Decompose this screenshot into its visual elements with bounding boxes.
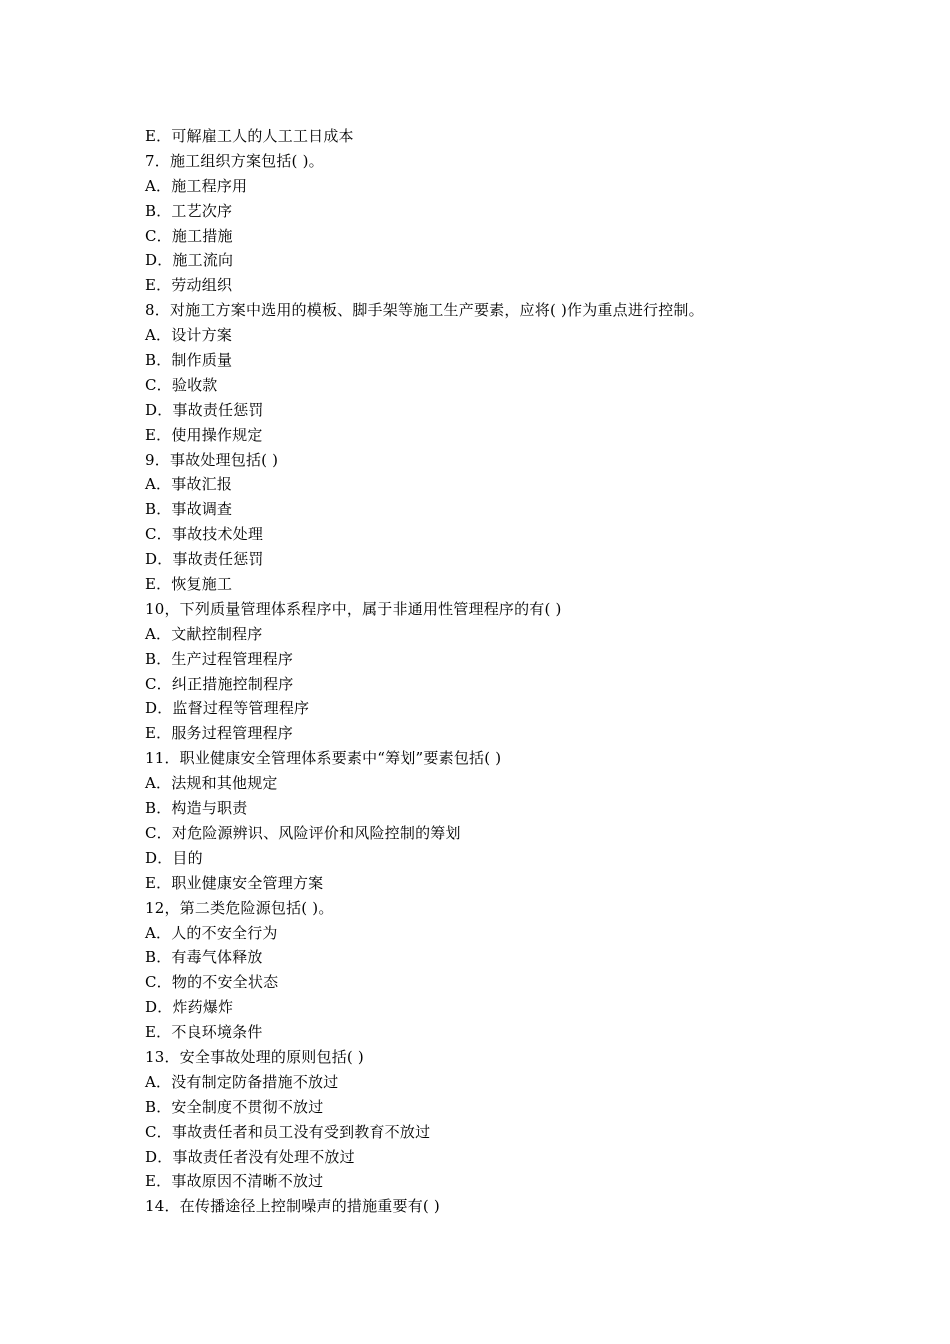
text-line: A．法规和其他规定: [145, 774, 278, 793]
text-line: A．人的不安全行为: [145, 923, 278, 942]
text-line: 14．在传播途径上控制噪声的措施重要有( ): [145, 1197, 440, 1216]
text-line: E．使用操作规定: [145, 425, 263, 444]
document-body: [145, 124, 845, 1219]
text-line: 9．事故处理包括( ): [145, 450, 279, 469]
text-line: B．有毒气体释放: [145, 948, 263, 967]
text-line: 7．施工组织方案包括( )。: [145, 151, 324, 170]
text-line: B．工艺次序: [145, 201, 233, 220]
text-line: E．可解雇工人的人工工日成本: [145, 127, 354, 145]
text-line: D．炸药爆炸: [145, 998, 234, 1017]
text-line: B．制作质量: [145, 351, 233, 370]
text-line: B．事故调查: [145, 500, 233, 519]
text-line: C．事故责任者和员工没有受到教育不放过: [145, 1122, 431, 1141]
text-line: D．目的: [145, 848, 203, 867]
text-line: E．服务过程管理程序: [145, 724, 293, 743]
text-line: C．对危险源辨识、风险评价和风险控制的筹划: [145, 823, 461, 842]
text-line: B．安全制度不贯彻不放过: [145, 1097, 324, 1116]
text-line: B．构造与职责: [145, 799, 248, 818]
text-line: A．文献控制程序: [145, 624, 263, 643]
text-line: D．施工流向: [145, 251, 234, 270]
text-line: 12，第二类危险源包括( )。: [145, 898, 334, 917]
text-line: E．恢复施工: [145, 575, 233, 594]
text-line: B．生产过程管理程序: [145, 649, 294, 668]
text-line: C．事故技术处理: [145, 525, 264, 544]
text-line: C．纠正措施控制程序: [145, 674, 294, 693]
text-line: A．设计方案: [145, 326, 233, 345]
text-line: E．不良环境条件: [145, 1023, 263, 1042]
text-line: C．施工措施: [145, 226, 233, 245]
text-line: 8．对施工方案中选用的模板、脚手架等施工生产要素，应将( )作为重点进行控制。: [145, 301, 704, 320]
text-line: A．没有制定防备措施不放过: [145, 1072, 339, 1091]
text-line: E．劳动组织: [145, 276, 233, 295]
text-line: A．事故汇报: [145, 475, 233, 494]
text-line: E．职业健康安全管理方案: [145, 873, 324, 892]
text-line: 10，下列质量管理体系程序中，属于非通用性管理程序的有( ): [145, 599, 562, 618]
text-line: D．监督过程等管理程序: [145, 699, 310, 718]
text-line: E．事故原因不清晰不放过: [145, 1172, 324, 1191]
text-line: A．施工程序用: [145, 176, 248, 195]
text-line: C．验收款: [145, 375, 218, 394]
text-line: 13．安全事故处理的原则包括( ): [145, 1047, 364, 1066]
text-line: 11．职业健康安全管理体系要素中“筹划”要素包括( ): [145, 749, 502, 768]
text-line: D．事故责任惩罚: [145, 400, 264, 419]
text-line: D．事故责任者没有处理不放过: [145, 1147, 355, 1166]
text-line: C．物的不安全状态: [145, 973, 279, 992]
text-line: D．事故责任惩罚: [145, 550, 264, 569]
